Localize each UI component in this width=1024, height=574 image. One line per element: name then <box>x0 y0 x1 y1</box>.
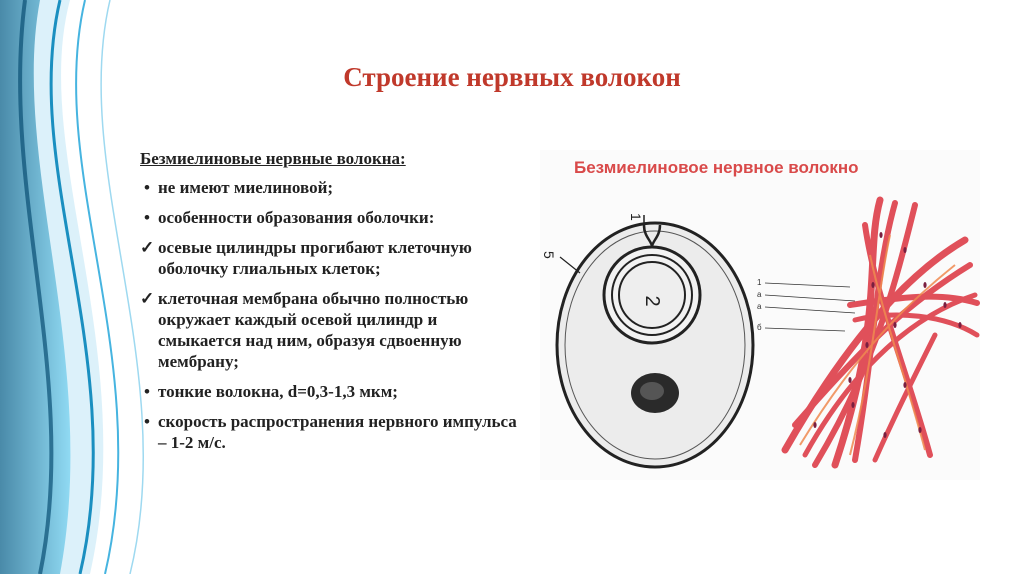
cross-section-diagram <box>540 195 780 480</box>
label-1: 1 <box>628 213 644 221</box>
figure-caption: Безмиелиновое нервное волокно <box>574 158 859 177</box>
text-content <box>140 148 520 462</box>
list-item <box>140 237 520 279</box>
bullet-icon: • <box>144 382 150 401</box>
list-item <box>140 411 520 453</box>
list-item <box>140 381 520 402</box>
list-item-text: клеточная мембрана обычно полностью окружает каждый осевой цилиндр и смыкается над ним, образуя сдвоенную мембрану; <box>158 289 469 371</box>
list-item <box>140 288 520 372</box>
label-5: 5 <box>541 251 557 259</box>
checkmark-icon: ✓ <box>140 289 155 308</box>
side-label-b: б <box>757 323 762 332</box>
list-item-text: особенности образования оболочки: <box>158 208 435 227</box>
bullet-icon: • <box>144 178 150 197</box>
list-item-text: тонкие волокна, d=0,3-1,3 мкм; <box>158 382 398 401</box>
fiber-illustration <box>755 195 980 470</box>
list-item-text: скорость распространения нервного импульса – 1-2 м/с. <box>158 412 517 452</box>
side-label-1: 1 <box>757 278 762 287</box>
list-item-text: не имеют миелиновой; <box>158 178 334 197</box>
page-title: Строение нервных волокон <box>343 62 681 92</box>
bullet-icon: • <box>144 412 150 431</box>
bullet-icon: • <box>144 208 150 227</box>
label-2: 2 <box>641 295 663 307</box>
list-item-text: осевые цилиндры прогибают клеточную оболочку глиальных клеток; <box>158 238 472 278</box>
list-item <box>140 207 520 228</box>
side-label-a2: а <box>757 302 762 311</box>
side-label-a: а <box>757 290 762 299</box>
section-heading: Безмиелиновые нервные волокна: <box>140 149 406 168</box>
checkmark-icon: ✓ <box>140 238 155 257</box>
list-item <box>140 177 520 198</box>
